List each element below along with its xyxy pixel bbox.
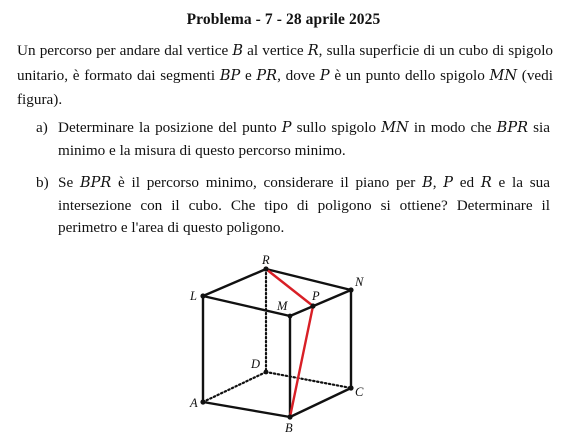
intro-text: , sulla superficie di un cubo di spigolo unitario, è formato dai segmenti — [17, 42, 554, 84]
intro-text: (vedi figura). — [17, 66, 553, 108]
intro-text: , dove — [277, 66, 320, 84]
question-text: Determinare la posizione del punto — [58, 119, 282, 136]
question-text: sia minimo e la misura di questo percorso minimo. — [58, 119, 551, 159]
edge-bc — [290, 388, 351, 417]
math-point-p: P — [319, 67, 330, 84]
math-vertex-r: R — [307, 43, 319, 59]
question-text: Se — [58, 174, 80, 191]
question-marker: a) — [36, 119, 48, 136]
question-b-text — [58, 172, 550, 240]
vertex-label-b: B — [285, 421, 293, 434]
question-text: ed — [453, 174, 481, 191]
question-marker: b) — [36, 174, 49, 191]
vertex-dot-d — [264, 370, 269, 375]
question-text: , — [432, 174, 444, 191]
cube-diagram — [180, 250, 370, 434]
math-vertex-b: B — [232, 43, 244, 59]
math-path-bpr: BPR — [79, 175, 112, 191]
visible-edges — [203, 269, 351, 417]
vertex-dot-l — [200, 293, 205, 298]
question-a — [36, 117, 550, 162]
vertex-dot-r — [263, 266, 268, 271]
math-segment-pr: PR — [256, 67, 278, 84]
question-text: e la sua intersezione con il cubo. Che tipo di poligono si ottiene? Determinare il perimetro e l'area di questo poligono. — [58, 174, 550, 236]
vertex-label-d: D — [251, 357, 261, 371]
intro-text: al vertice — [243, 42, 308, 59]
problem-intro — [17, 39, 553, 113]
hidden-edges — [203, 269, 351, 402]
vertex-label-m: M — [277, 299, 288, 313]
intro-text: è un punto dello spigolo — [329, 66, 490, 84]
math-vertex-b: B — [422, 175, 433, 191]
vertex-label-c: C — [355, 385, 364, 399]
math-edge-mn: MN — [381, 120, 409, 136]
math-vertex-r: R — [480, 175, 492, 191]
vertex-dot-b — [287, 414, 292, 419]
math-segment-bp: BP — [219, 67, 241, 84]
vertex-label-a: A — [190, 396, 198, 410]
math-path-bpr: BPR — [496, 120, 529, 136]
vertex-dot-n — [348, 287, 353, 292]
vertex-dot-a — [200, 399, 205, 404]
hidden-edge-dc — [266, 372, 351, 388]
question-text: in modo che — [408, 119, 497, 136]
hidden-edge-ad — [203, 372, 266, 402]
question-a-text — [58, 117, 550, 162]
vertex-label-r: R — [262, 253, 270, 267]
intro-text: Un percorso per andare dal vertice — [17, 42, 233, 59]
math-edge-mn: MN — [489, 67, 518, 84]
point-dot-p — [310, 303, 315, 308]
math-point-p: P — [281, 120, 292, 136]
question-text: è il percorso minimo, considerare il piano per — [111, 174, 423, 191]
vertex-label-l: L — [190, 289, 197, 303]
vertex-dot-c — [348, 385, 353, 390]
intro-text: e — [240, 66, 257, 84]
path-segment-pb — [290, 306, 313, 417]
question-b — [36, 172, 550, 240]
vertex-dot-m — [288, 314, 293, 319]
problem-title: Problema - 7 - 28 aprile 2025 — [186, 11, 381, 28]
cube-figure — [180, 250, 370, 434]
edge-lr — [203, 269, 266, 296]
edge-ab — [203, 402, 290, 417]
question-text: sullo spigolo — [291, 119, 382, 136]
vertex-label-n: N — [355, 275, 364, 289]
math-point-p: P — [443, 175, 454, 191]
point-label-p: P — [312, 289, 320, 303]
